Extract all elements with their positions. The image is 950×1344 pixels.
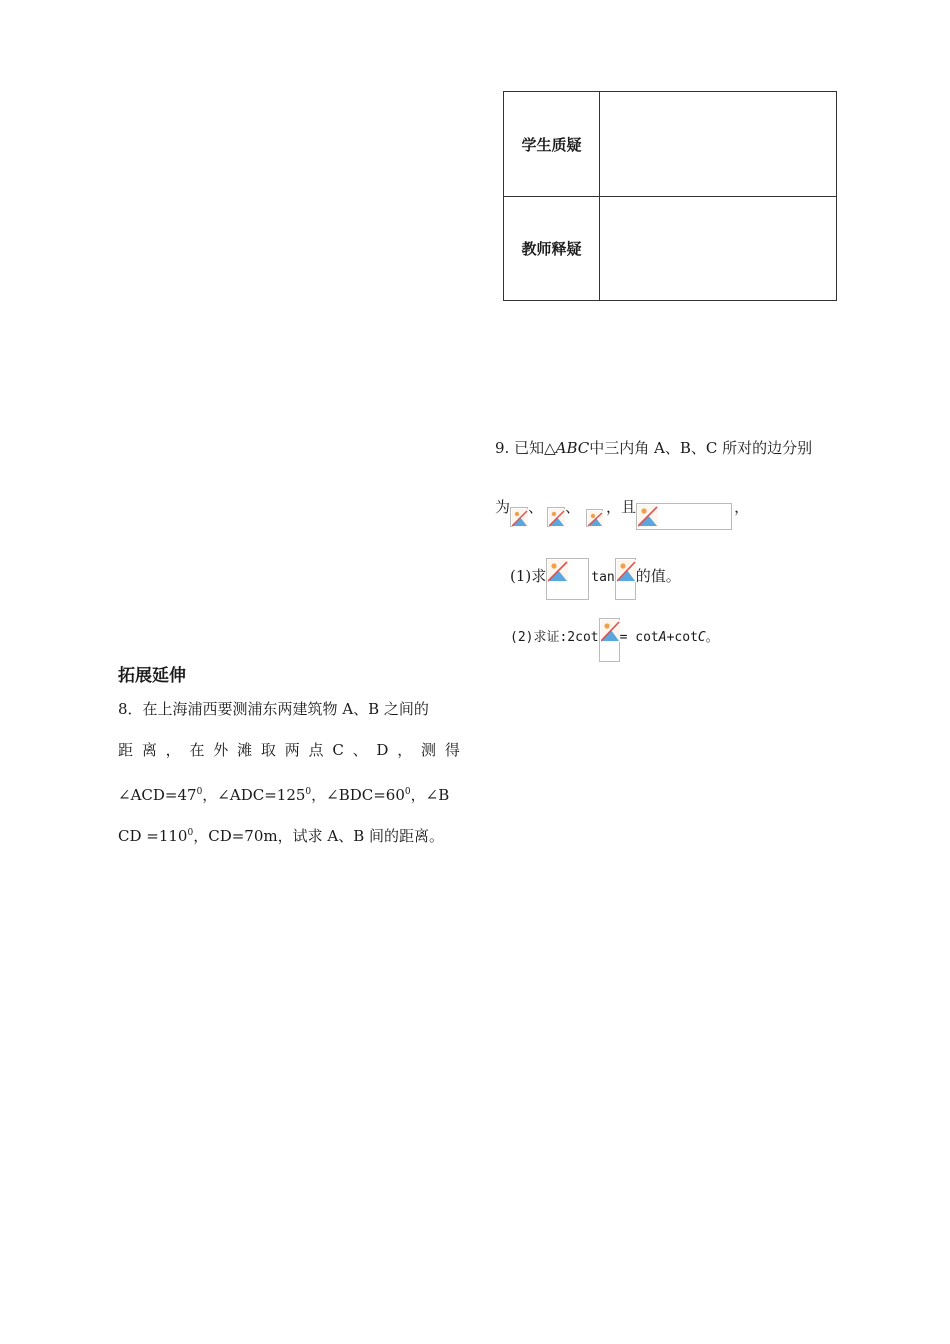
table-row: [504, 196, 836, 300]
q9-text: ，且: [606, 498, 637, 516]
q8-char: D: [376, 741, 389, 759]
q8-text: ，∠ADC=125: [202, 786, 306, 804]
q9-part2-text: 。: [705, 630, 719, 645]
q9-part2: [510, 618, 719, 662]
broken-image-icon: [615, 558, 636, 600]
q8-text: CD =110: [118, 827, 188, 845]
broken-image-icon: [599, 618, 620, 662]
q8-degree: 0: [196, 787, 203, 797]
q8-char: 外: [213, 741, 229, 759]
q9-line2: [495, 497, 749, 531]
broken-image-icon: [510, 507, 528, 527]
q8-char: 取: [260, 741, 276, 759]
q9-text: 9. 已知△: [495, 439, 556, 457]
q9-tan-text: tan: [591, 570, 615, 585]
q8-char: 距: [118, 741, 134, 759]
teacher-answer-label: 教师释疑: [504, 196, 600, 300]
broken-image-icon: [547, 507, 565, 527]
q8-char: 测: [421, 741, 437, 759]
q8-char: ，: [165, 741, 181, 759]
q8-char: C: [332, 741, 344, 759]
q8-degree: 0: [305, 787, 312, 797]
q8-char: 得: [444, 741, 460, 759]
q9-part2-var: C: [697, 630, 706, 645]
q9-text: ，: [734, 498, 750, 516]
q8-line3: [118, 782, 449, 805]
q8-line4: [118, 823, 444, 846]
q9-part2-text: (2)求证:2cot: [510, 630, 599, 645]
q8-text: ，∠BDC=60: [311, 786, 405, 804]
q9-separator: 、: [528, 498, 544, 516]
q9-text: 中三内角 A、B、C 所对的边分别: [589, 439, 813, 457]
q8-text: ，CD=70m，试求 A、B 间的距离。: [193, 827, 444, 845]
q8-char: 点: [308, 741, 324, 759]
q9-part2-formula: [620, 628, 719, 648]
q9-line1: [495, 438, 812, 458]
q8-char: 离: [141, 741, 157, 759]
q8-degree: 0: [404, 787, 411, 797]
section-heading: 拓展延伸: [118, 666, 186, 686]
q9-text: 为: [495, 498, 511, 516]
broken-image-icon: [586, 509, 603, 527]
q8-line2: [118, 740, 460, 760]
q8-text: ，∠B: [410, 786, 450, 804]
q8-char: 两: [284, 741, 300, 759]
broken-image-icon: [636, 503, 732, 530]
q9-part2-text: +cot: [666, 630, 698, 645]
broken-image-icon: [546, 558, 589, 600]
table-row: [504, 92, 836, 197]
q8-char: 、: [352, 741, 368, 759]
q9-part1-text: 的值。: [635, 567, 681, 585]
q8-degree: 0: [187, 828, 194, 838]
qa-table: [503, 91, 837, 301]
q8-char: ，: [397, 741, 413, 759]
q9-triangle-name: ABC: [555, 439, 590, 457]
q9-part2-var: A: [658, 630, 667, 645]
q8-line1: 8．在上海浦西要测浦东两建筑物 A、B 之间的: [118, 700, 429, 718]
q9-separator: 、: [565, 498, 581, 516]
q8-char: 在: [189, 741, 205, 759]
q9-part2-text: = cot: [619, 630, 659, 645]
q9-part1-text: (1)求: [510, 567, 547, 585]
q8-text: ∠ACD=47: [118, 786, 197, 804]
student-question-label: 学生质疑: [504, 92, 600, 196]
q8-char: 滩: [237, 741, 253, 759]
q9-part1: [510, 558, 681, 600]
